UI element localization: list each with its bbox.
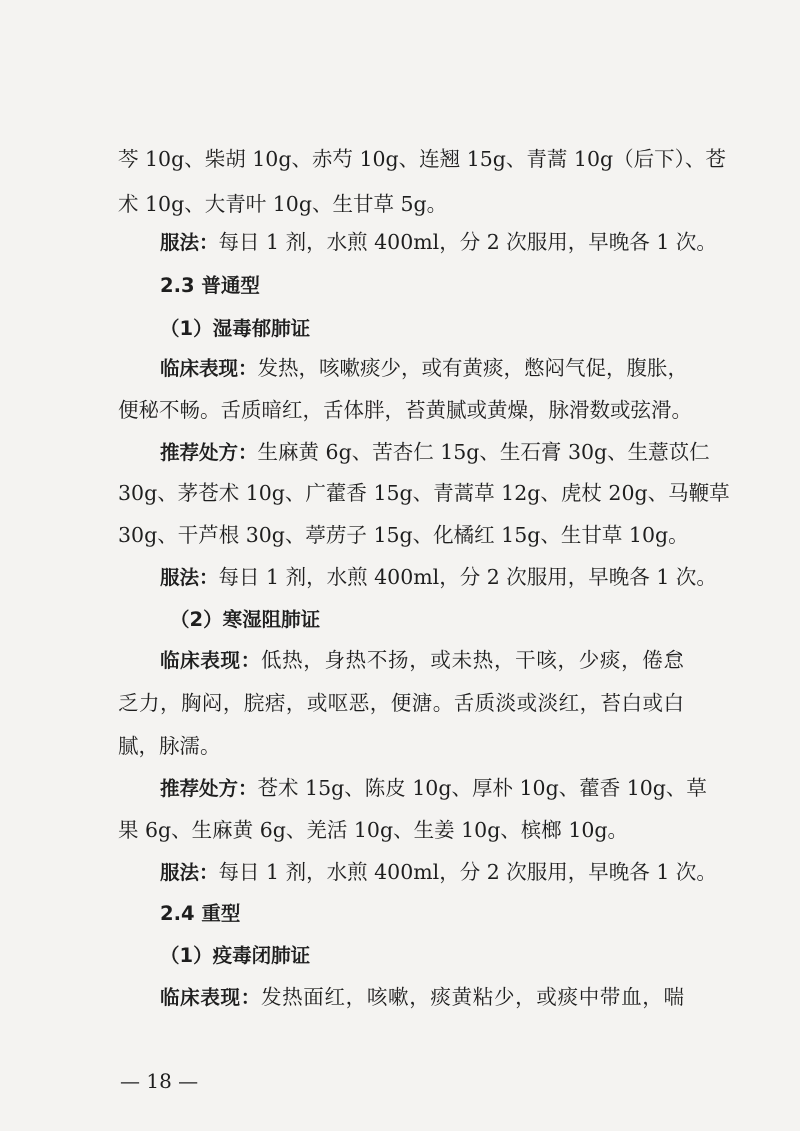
body-line: 果 6g、生麻黄 6g、羌活 10g、生姜 10g、槟榔 10g。 bbox=[118, 818, 629, 842]
page-number: — 18 — bbox=[120, 1069, 199, 1093]
clinical-label: 临床表现： bbox=[160, 357, 258, 380]
dosage-label: 服法： bbox=[160, 861, 219, 884]
section-heading: 2.4 重型 bbox=[160, 902, 241, 925]
body-line: 术 10g、大青叶 10g、生甘草 5g。 bbox=[118, 192, 448, 216]
subsection-heading: （1）湿毒郁肺证 bbox=[160, 317, 311, 340]
body-line: 乏力，胸闷，脘痞，或呕恶，便溏。舌质淡或淡红，苔白或白 bbox=[118, 691, 684, 715]
body-line: 30g、干芦根 30g、葶苈子 15g、化橘红 15g、生甘草 10g。 bbox=[118, 523, 689, 547]
dosage-line: 服法：每日 1 剂，水煎 400ml，分 2 次服用，早晚各 1 次。 bbox=[160, 860, 717, 884]
clinical-line: 临床表现：低热，身热不扬，或未热，干咳，少痰，倦怠 bbox=[160, 648, 684, 672]
prescription-line: 推荐处方：生麻黄 6g、苦杏仁 15g、生石膏 30g、生薏苡仁 bbox=[160, 440, 710, 464]
prescription-line: 推荐处方：苍术 15g、陈皮 10g、厚朴 10g、藿香 10g、草 bbox=[160, 776, 707, 800]
body-line: 便秘不畅。舌质暗红，舌体胖，苔黄腻或黄燥，脉滑数或弦滑。 bbox=[118, 398, 692, 422]
body-line: 30g、茅苍术 10g、广藿香 15g、青蒿草 12g、虎杖 20g、马鞭草 bbox=[118, 481, 730, 505]
clinical-line: 临床表现：发热面红，咳嗽，痰黄粘少，或痰中带血，喘 bbox=[160, 985, 684, 1009]
subsection-heading: （2）寒湿阻肺证 bbox=[170, 608, 321, 631]
clinical-label: 临床表现： bbox=[160, 649, 261, 672]
clinical-line: 临床表现：发热，咳嗽痰少，或有黄痰，憋闷气促，腹胀， bbox=[160, 356, 689, 380]
clinical-label: 临床表现： bbox=[160, 986, 261, 1009]
dosage-label: 服法： bbox=[160, 231, 219, 254]
dosage-line: 服法：每日 1 剂，水煎 400ml，分 2 次服用，早晚各 1 次。 bbox=[160, 230, 717, 254]
body-line: 腻，脉濡。 bbox=[118, 734, 221, 758]
dosage-line: 服法：每日 1 剂，水煎 400ml，分 2 次服用，早晚各 1 次。 bbox=[160, 565, 717, 589]
body-line: 芩 10g、柴胡 10g、赤芍 10g、连翘 15g、青蒿 10g（后下）、苍 bbox=[118, 147, 726, 171]
dosage-label: 服法： bbox=[160, 566, 219, 589]
prescription-label: 推荐处方： bbox=[160, 777, 258, 800]
section-heading: 2.3 普通型 bbox=[160, 274, 260, 297]
prescription-label: 推荐处方： bbox=[160, 441, 258, 464]
subsection-heading: （1）疫毒闭肺证 bbox=[160, 944, 311, 967]
